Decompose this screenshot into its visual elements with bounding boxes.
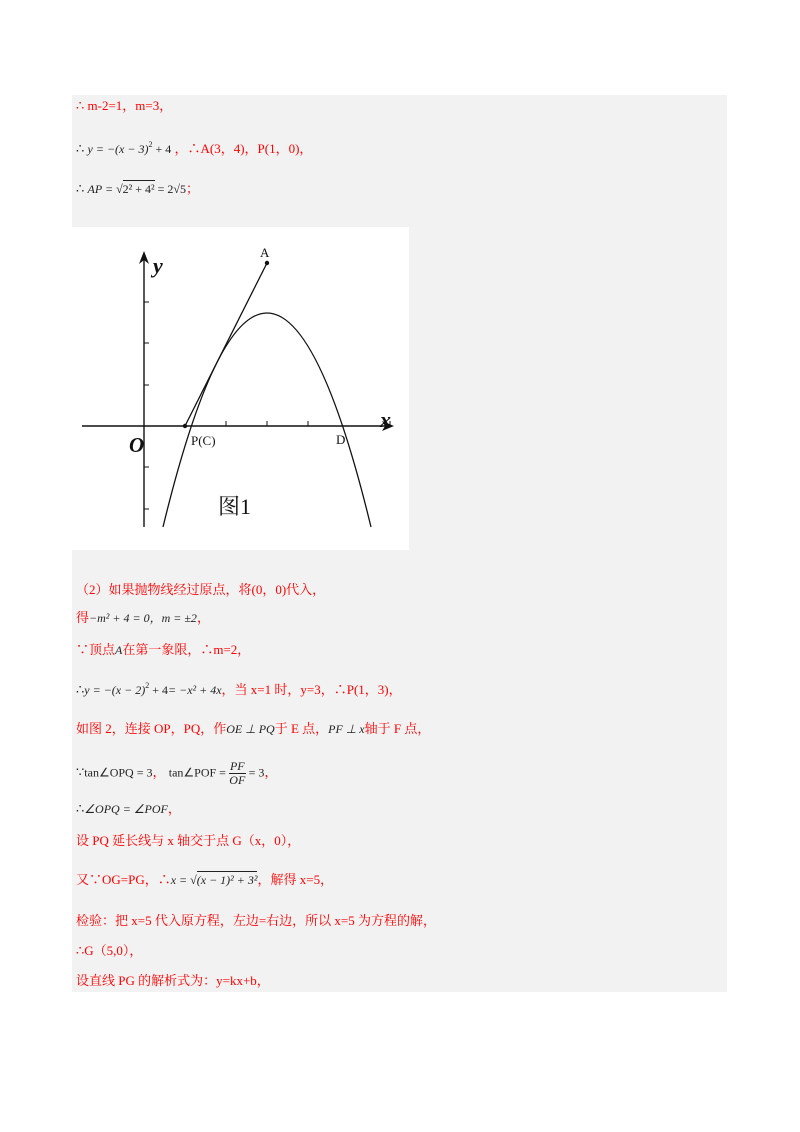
comma: ，	[167, 801, 181, 816]
ap-radicand: 2² + 4²	[122, 182, 155, 196]
points-a-p: ，∴A(3，4)，P(1，0)，	[174, 141, 313, 156]
ap-label: AP =	[87, 182, 117, 196]
fraction-denominator: OF	[229, 773, 246, 787]
angle-equation: ∠OPQ = ∠POF	[84, 802, 168, 816]
parabola-equation: y = −(x − 3)	[87, 142, 149, 156]
fraction-numerator: PF	[229, 759, 245, 773]
line-m-solve	[76, 609, 210, 627]
at-e-text: 于 E 点，	[274, 721, 329, 736]
tan-pof: tan∠POF =	[168, 765, 229, 780]
at-f-text: 轴于 F 点，	[364, 721, 431, 736]
pf-perp-x: PF ⊥ x	[328, 722, 365, 736]
line-parabola-equation	[76, 136, 312, 158]
distance-radicand: (x − 1)² + 3²	[196, 873, 258, 887]
line-angle-equal	[76, 800, 181, 818]
therefore-symbol: ∴	[76, 801, 85, 816]
x-equals: x =	[170, 873, 191, 887]
exponent: 2	[145, 681, 150, 690]
construction-text: 如图 2，连接 OP，PQ，作	[76, 721, 227, 736]
figure-1	[72, 227, 409, 550]
therefore-symbol: ∴	[76, 141, 85, 156]
x-axis-label: x	[380, 407, 391, 432]
exponent: 2	[148, 140, 153, 149]
sqrt-sign: √	[190, 873, 197, 887]
point-a-label: A	[260, 245, 270, 260]
parabola-curve	[163, 313, 371, 527]
fraction-pf-of	[229, 760, 246, 787]
therefore-symbol: ∴	[76, 682, 85, 697]
parabola-eq-expanded: = −x² + 4x	[168, 683, 222, 697]
tan-opq: tan∠OPQ = 3	[84, 765, 153, 780]
comma: ，	[264, 764, 278, 780]
m-equation: −m² + 4 = 0，m = ±2	[89, 611, 197, 625]
line-construction	[76, 720, 430, 738]
vertex-a: A	[115, 643, 123, 657]
de-prefix: 得	[76, 610, 90, 625]
tan-value: = 3	[245, 765, 265, 780]
point-p-dot	[183, 424, 187, 428]
solve-x-text: ，解得 x=5，	[257, 872, 334, 887]
parabola-equation-tail: + 4	[152, 142, 172, 156]
parabola-eq-2: y = −(x − 2)	[84, 683, 146, 697]
oe-perp-pq: OE ⊥ PQ	[226, 722, 275, 736]
line-vertex-quadrant	[76, 641, 250, 659]
line-ap-length	[76, 180, 199, 198]
origin-label: O	[129, 433, 145, 457]
y-axis-label: y	[153, 253, 163, 278]
because-symbol: ∵	[76, 764, 85, 780]
parabola-graph	[72, 227, 409, 550]
sqrt-sign: √	[116, 182, 123, 196]
ap-result: = 2√5	[154, 182, 186, 196]
comma: ，	[196, 610, 210, 625]
line-verification: 检验：把 x=5 代入原方程，左边=右边，所以 x=5 为方程的解，	[76, 913, 436, 928]
point-d-label: D	[336, 432, 346, 447]
figure-caption: 图1	[218, 494, 252, 519]
line-point-g: ∴G（5,0），	[76, 943, 143, 958]
line-parabola-2	[76, 677, 402, 699]
first-quadrant-text: 在第一象限，∴m=2，	[122, 642, 251, 657]
because-vertex: ∵顶点	[76, 642, 116, 657]
comma: ，	[152, 764, 166, 780]
line-og-pg	[76, 871, 333, 889]
segment-ap	[185, 263, 267, 426]
og-pg-text: 又∵OG=PG，∴	[76, 872, 171, 887]
line-part-2: （2）如果抛物线经过原点，将(0，0)代入，	[76, 582, 326, 597]
therefore-symbol: ∴	[76, 181, 85, 196]
parabola-eq-2-tail: + 4	[149, 683, 168, 697]
point-p-label: P(C)	[191, 433, 216, 448]
line-m-value: ∴ m-2=1，m=3，	[76, 98, 173, 113]
point-a-dot	[265, 261, 269, 265]
semicolon: ；	[186, 181, 200, 196]
line-tangent	[76, 760, 277, 787]
line-pq-extension: 设 PQ 延长线与 x 轴交于点 G（x，0），	[76, 833, 301, 848]
line-pg-expression: 设直线 PG 的解析式为：y=kx+b，	[76, 973, 270, 988]
point-p-value: ，当 x=1 时，y=3，∴P(1，3)，	[221, 682, 402, 697]
